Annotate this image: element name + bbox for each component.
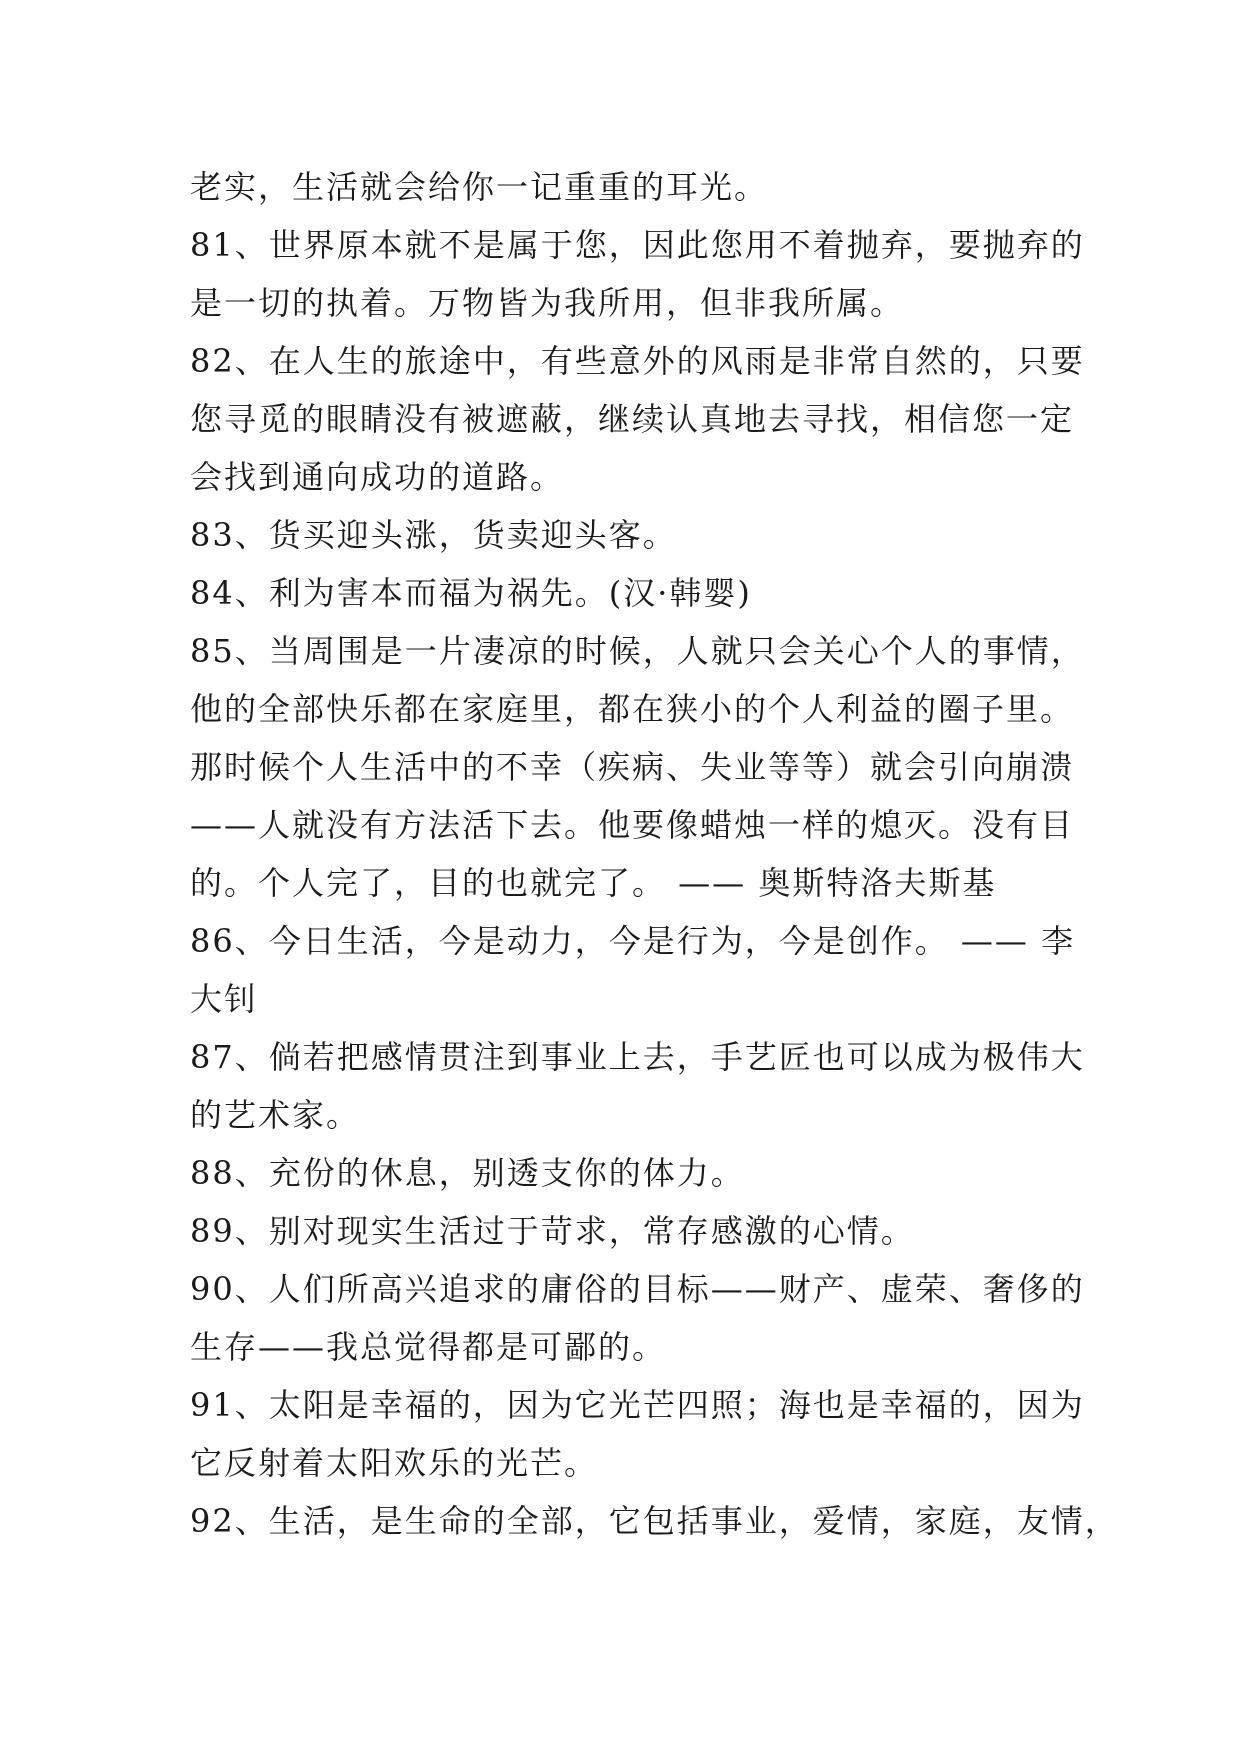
text-line: 生存——我总觉得都是可鄙的。: [190, 1328, 667, 1366]
text-line: 大钊: [190, 980, 259, 1018]
text-line: 的。个人完了，目的也就完了。 —— 奥斯特洛夫斯基: [190, 864, 997, 902]
text-line: 他的全部快乐都在家庭里，都在狭小的个人利益的圈子里。: [190, 690, 1075, 728]
text-line: 81、世界原本就不是属于您，因此您用不着抛弃，要抛弃的: [190, 226, 1085, 264]
text-line: 85、当周围是一片凄凉的时候，人就只会关心个人的事情，: [190, 632, 1085, 670]
text-line: 92、生活，是生命的全部，它包括事业，爱情，家庭，友情，: [190, 1502, 1119, 1540]
text-line: 84、利为害本而福为祸先。(汉·韩婴): [190, 574, 752, 612]
text-line: 87、倘若把感情贯注到事业上去，手艺匠也可以成为极伟大: [190, 1038, 1085, 1076]
text-line: 的艺术家。: [190, 1096, 361, 1134]
text-line: 您寻觅的眼睛没有被遮蔽，继续认真地去寻找，相信您一定: [190, 400, 1075, 438]
text-line: 91、太阳是幸福的，因为它光芒四照；海也是幸福的，因为: [190, 1386, 1085, 1424]
text-line: 83、货买迎头涨，货卖迎头客。: [190, 516, 677, 554]
text-line: 90、人们所高兴追求的庸俗的目标——财产、虚荣、奢侈的: [190, 1270, 1085, 1308]
text-line: 老实，生活就会给你一记重重的耳光。: [190, 168, 769, 206]
text-line: 88、充份的休息，别透支你的体力。: [190, 1154, 745, 1192]
text-line: 它反射着太阳欢乐的光芒。: [190, 1444, 599, 1482]
text-line: 86、今日生活，今是动力，今是行为，今是创作。 —— 李: [190, 922, 1076, 960]
text-line: ——人就没有方法活下去。他要像蜡烛一样的熄灭。没有目: [190, 806, 1075, 844]
text-line: 89、别对现实生活过于苛求，常存感激的心情。: [190, 1212, 915, 1250]
text-line: 是一切的执着。万物皆为我所用，但非我所属。: [190, 284, 905, 322]
text-line: 82、在人生的旅途中，有些意外的风雨是非常自然的，只要: [190, 342, 1085, 380]
text-line: 会找到通向成功的道路。: [190, 458, 565, 496]
document-body: [190, 158, 1119, 1550]
text-line: 那时候个人生活中的不幸（疾病、失业等等）就会引向崩溃: [190, 748, 1075, 786]
